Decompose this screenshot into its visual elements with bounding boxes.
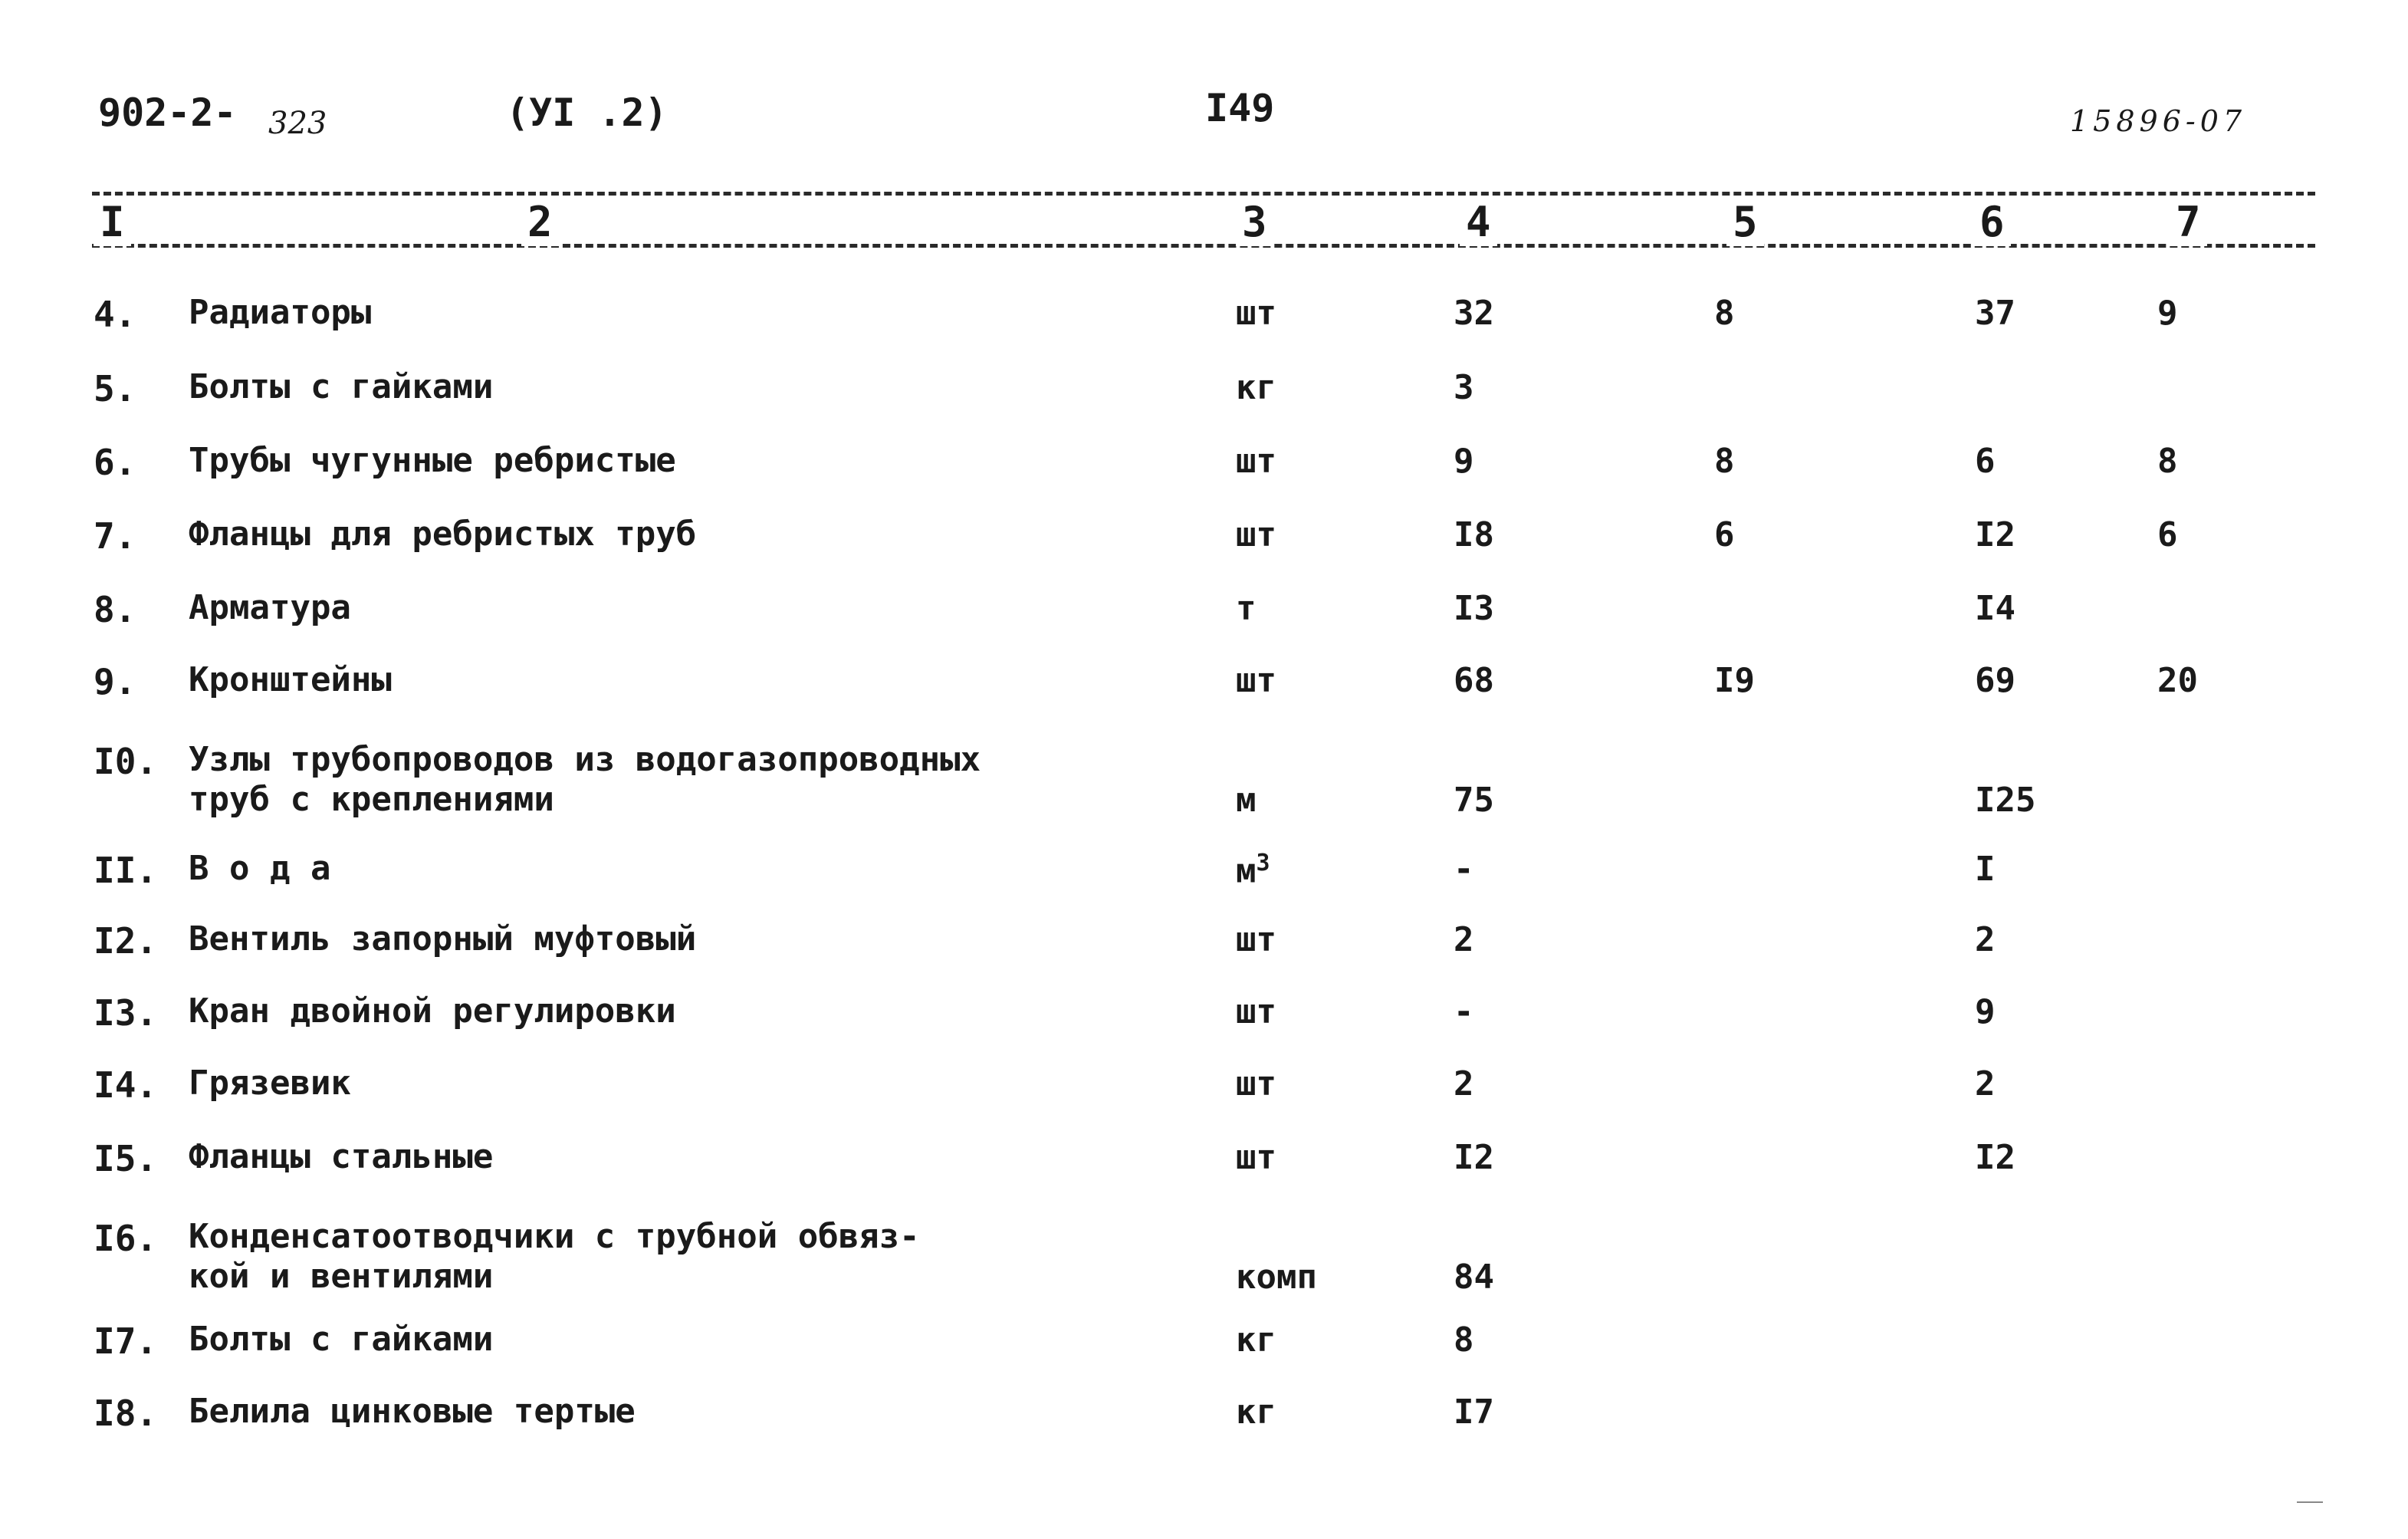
item-unit (1236, 781, 1257, 820)
row-number: I5. (94, 1138, 158, 1179)
item-name: Трубы чугунные ребристые (189, 441, 676, 480)
value-column-6: I4 (1975, 589, 2015, 628)
value-column-6: I2 (1975, 1138, 2015, 1177)
value-column-4: - (1454, 850, 1474, 889)
header-rule-top (92, 192, 2315, 196)
unit-text: т (1236, 589, 1257, 628)
item-unit (1236, 920, 1276, 959)
item-unit (1236, 368, 1276, 407)
unit-text: кг (1236, 1393, 1276, 1432)
document-code-printed: 902-2- (98, 90, 237, 135)
item-unit (1236, 850, 1270, 891)
value-column-7: 8 (2157, 442, 2178, 481)
item-name: Арматура (189, 588, 351, 627)
row-number: 7. (94, 515, 136, 557)
value-column-6: 69 (1975, 661, 2015, 700)
unit-text: шт (1236, 992, 1276, 1031)
item-name: Вентиль запорный муфтовый (189, 919, 697, 959)
value-column-7: 20 (2157, 661, 2198, 700)
row-number: I2. (94, 920, 158, 962)
item-name: Фланцы стальные (189, 1137, 494, 1176)
value-column-4: 9 (1454, 442, 1474, 481)
value-column-4: I8 (1454, 515, 1494, 554)
item-name: Фланцы для ребристых труб (189, 515, 697, 554)
value-column-4: 2 (1454, 920, 1474, 959)
row-number: 5. (94, 368, 136, 409)
value-column-4: 75 (1454, 781, 1494, 820)
item-name: Узлы трубопроводов из водогазопроводных (189, 740, 981, 779)
unit-exponent: 3 (1256, 850, 1270, 876)
value-column-4: 68 (1454, 661, 1494, 700)
value-column-6: 37 (1975, 294, 2015, 333)
item-unit (1236, 1320, 1276, 1360)
item-unit (1236, 589, 1257, 628)
value-column-4: 32 (1454, 294, 1494, 333)
value-column-5: 8 (1714, 294, 1735, 333)
unit-text: шт (1236, 294, 1276, 333)
page-number: I49 (1205, 86, 1275, 130)
row-number: I0. (94, 741, 158, 782)
unit-text: м (1236, 851, 1257, 891)
value-column-4: I3 (1454, 589, 1494, 628)
item-name: Радиаторы (189, 293, 372, 332)
unit-text: м (1236, 781, 1257, 820)
column-number-4: 4 (1460, 198, 1497, 246)
value-column-7: 6 (2157, 515, 2178, 554)
value-column-6: I (1975, 850, 1996, 889)
unit-text: шт (1236, 515, 1276, 554)
value-column-4: I2 (1454, 1138, 1494, 1177)
value-column-5: 6 (1714, 515, 1735, 554)
item-name: В о д а (189, 849, 331, 888)
item-name: Грязевик (189, 1064, 351, 1103)
item-name: Кран двойной регулировки (189, 991, 676, 1031)
item-name: труб с креплениями (189, 780, 554, 819)
value-column-4: - (1454, 992, 1474, 1031)
column-number-3: 3 (1236, 198, 1273, 246)
item-unit (1236, 442, 1276, 481)
value-column-6: 2 (1975, 920, 1996, 959)
row-number: I3. (94, 992, 158, 1034)
row-number: I8. (94, 1393, 158, 1434)
item-name: Болты с гайками (189, 367, 494, 406)
item-unit (1236, 1258, 1317, 1297)
item-name: кой и вентилями (189, 1257, 494, 1296)
column-number-5: 5 (1726, 198, 1764, 246)
sheet-label: (УI .2) (506, 90, 668, 135)
document-id-handwritten: 15896-07 (2070, 104, 2247, 138)
unit-text: шт (1236, 1064, 1276, 1103)
item-unit (1236, 1138, 1276, 1177)
document-code-handwritten: 323 (268, 106, 327, 141)
row-number: 9. (94, 661, 136, 702)
row-number: 8. (94, 589, 136, 630)
value-column-5: I9 (1714, 661, 1755, 700)
item-name: Кронштейны (189, 660, 392, 699)
column-number-2: 2 (521, 198, 559, 246)
document-code (98, 90, 237, 135)
unit-text: шт (1236, 661, 1276, 700)
column-number-7: 7 (2170, 198, 2207, 246)
value-column-4: I7 (1454, 1393, 1494, 1432)
item-unit (1236, 1064, 1276, 1103)
unit-text: комп (1236, 1258, 1317, 1297)
unit-text: шт (1236, 1138, 1276, 1177)
row-number: I4. (94, 1064, 158, 1106)
column-number-6: 6 (1973, 198, 2011, 246)
item-unit (1236, 294, 1276, 333)
value-column-4: 3 (1454, 368, 1474, 407)
unit-text: шт (1236, 920, 1276, 959)
value-column-4: 8 (1454, 1320, 1474, 1360)
item-unit (1236, 992, 1276, 1031)
value-column-6: I25 (1975, 781, 2036, 820)
item-name: Болты с гайками (189, 1320, 494, 1359)
value-column-6: 9 (1975, 992, 1996, 1031)
value-column-5: 8 (1714, 442, 1735, 481)
row-number: I6. (94, 1218, 158, 1259)
item-unit (1236, 1393, 1276, 1432)
row-number: II. (94, 850, 158, 891)
value-column-7: 9 (2157, 294, 2178, 333)
column-number-1: I (94, 198, 131, 246)
unit-text: кг (1236, 368, 1276, 407)
value-column-6: I2 (1975, 515, 2015, 554)
value-column-6: 2 (1975, 1064, 1996, 1103)
item-unit (1236, 515, 1276, 554)
row-number: 6. (94, 442, 136, 483)
item-unit (1236, 661, 1276, 700)
item-name: Конденсатоотводчики с трубной обвяз- (189, 1217, 920, 1256)
item-name: Белила цинковые тертые (189, 1392, 636, 1431)
unit-text: шт (1236, 442, 1276, 481)
value-column-4: 2 (1454, 1064, 1474, 1103)
corner-mark (2297, 1501, 2323, 1503)
value-column-4: 84 (1454, 1258, 1494, 1297)
unit-text: кг (1236, 1320, 1276, 1360)
value-column-6: 6 (1975, 442, 1996, 481)
row-number: 4. (94, 294, 136, 335)
row-number: I7. (94, 1320, 158, 1362)
